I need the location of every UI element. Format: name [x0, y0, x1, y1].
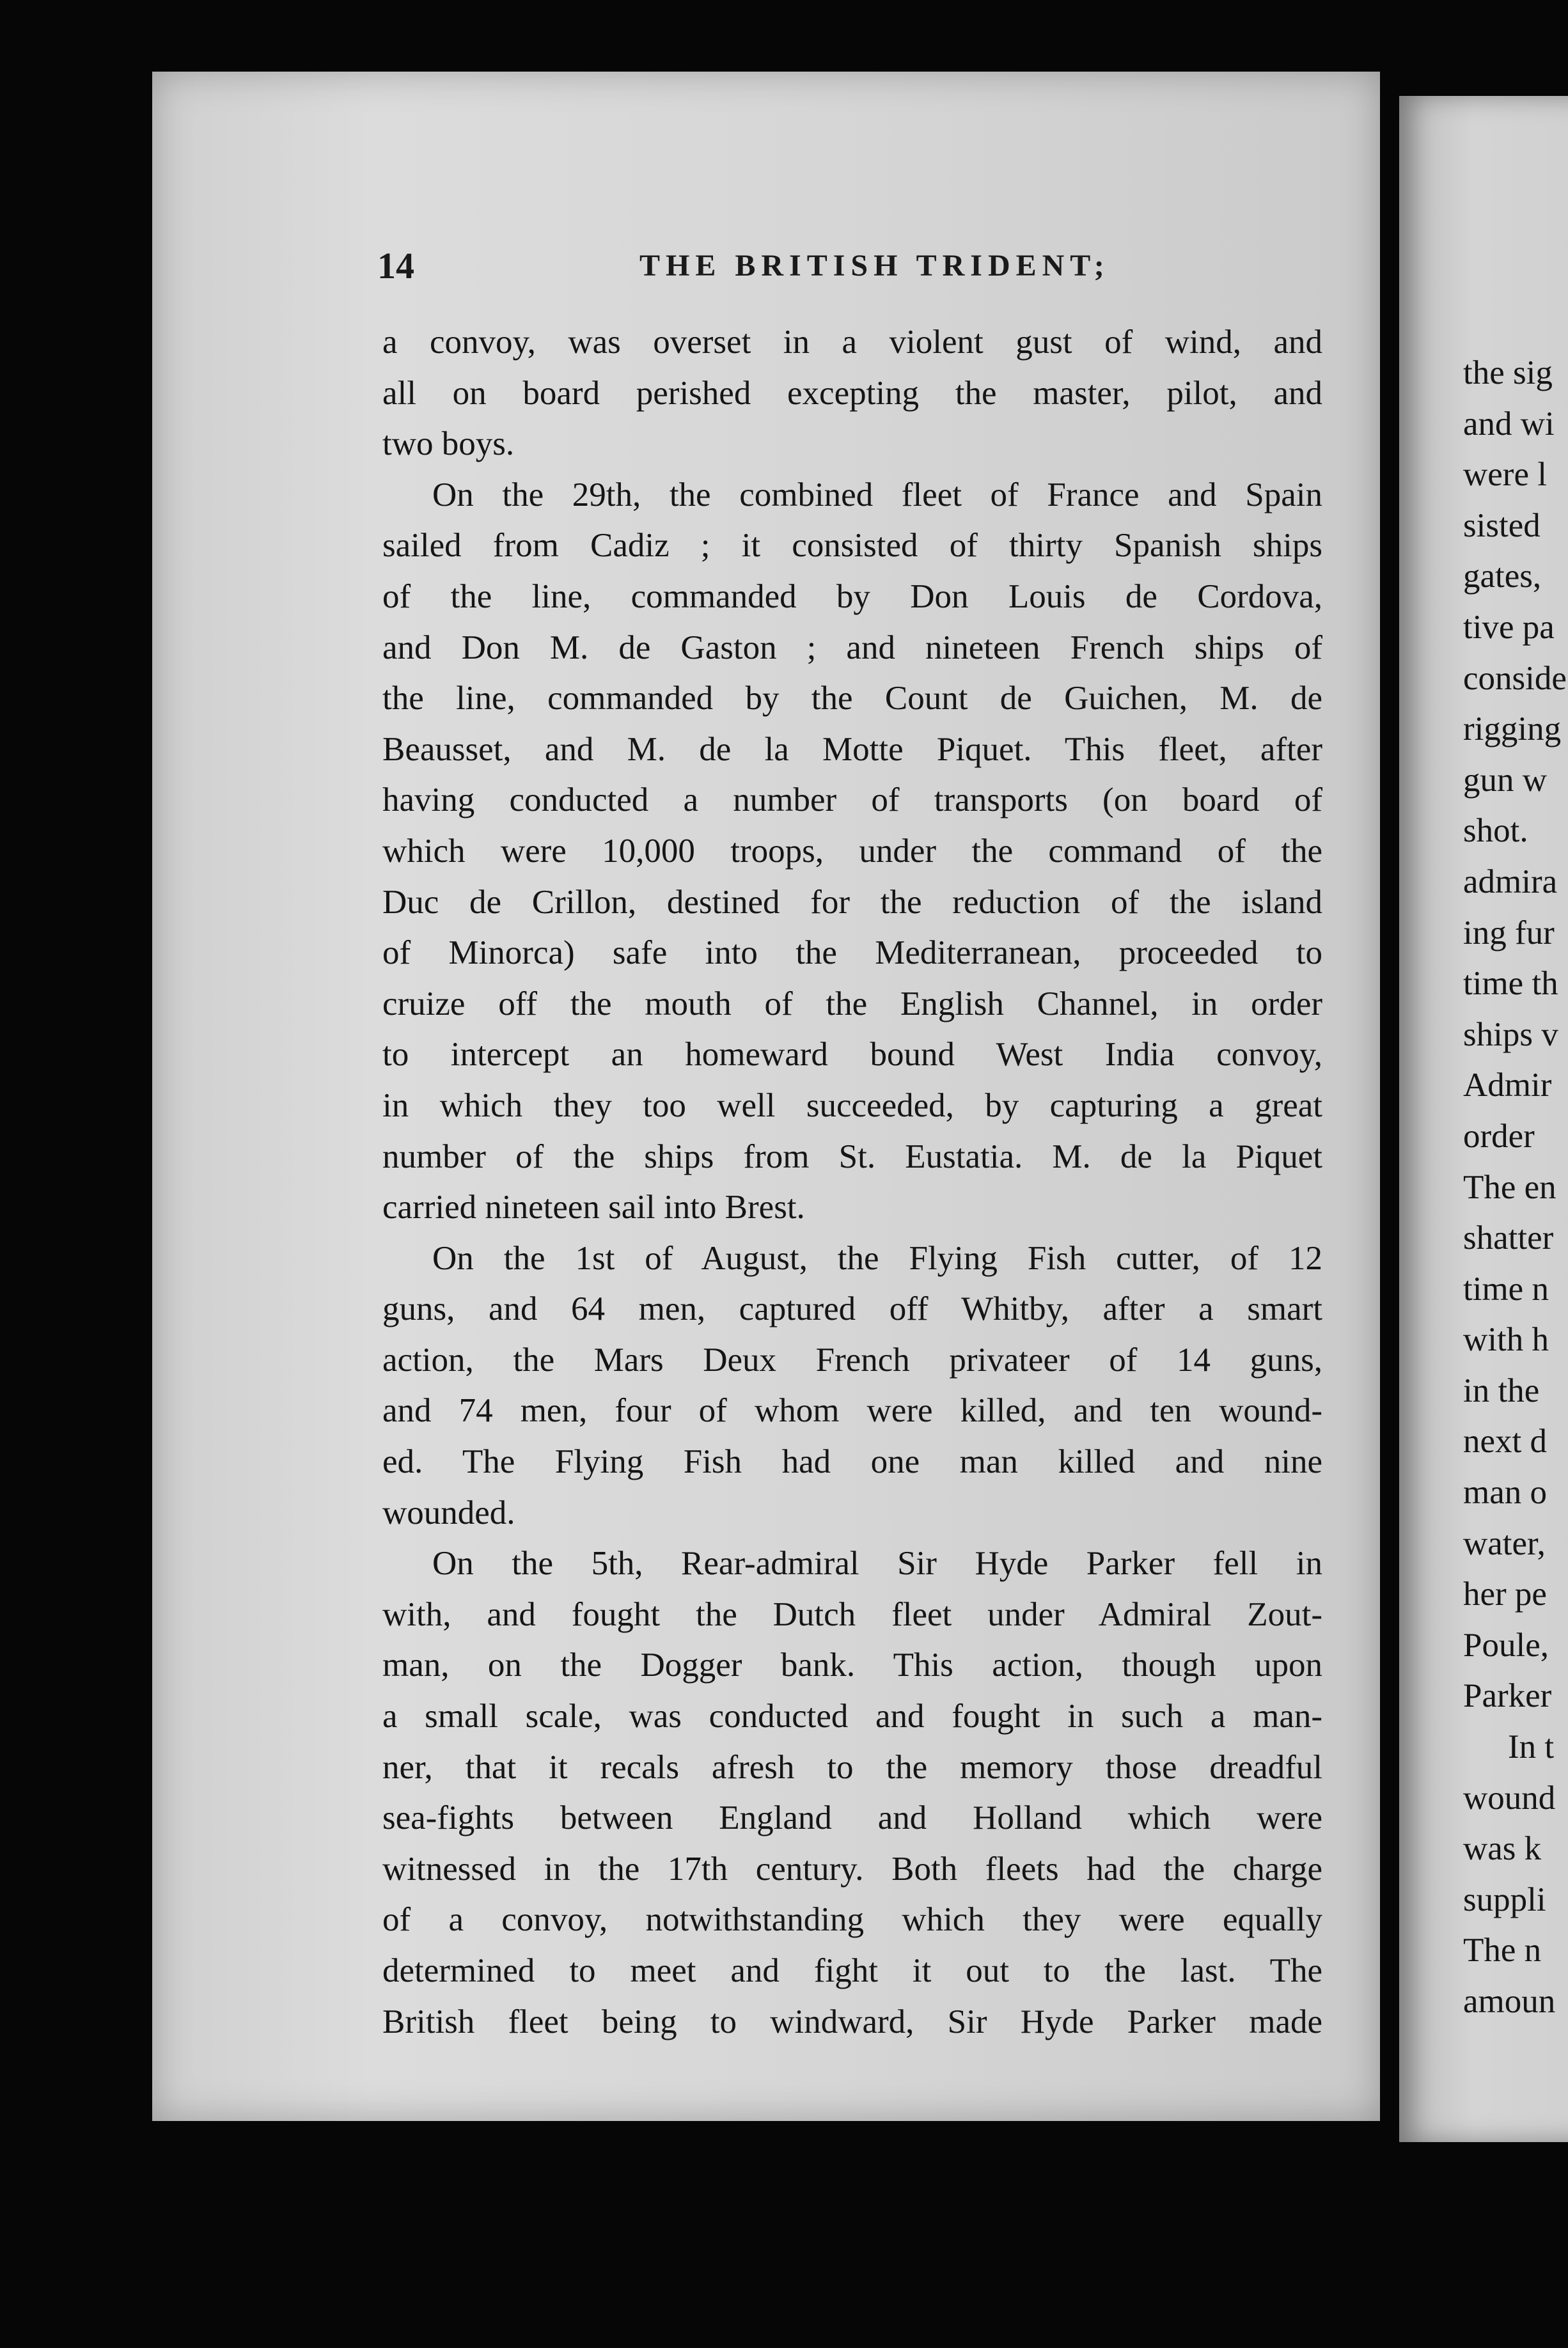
text-line: Duc de Crillon, destined for the reduction of the island	[382, 883, 1322, 921]
text-line: in which they too well succeeded, by capturing a great	[382, 1086, 1322, 1124]
facing-text-line: rigging	[1463, 710, 1562, 748]
text-line: cruize off the mouth of the English Channel, in order	[382, 985, 1322, 1022]
facing-text-line: time n	[1463, 1270, 1549, 1308]
text-line: British fleet being to windward, Sir Hyde Parker made	[382, 2003, 1322, 2040]
facing-text-line: her pe	[1463, 1576, 1547, 1613]
text-line: having conducted a number of transports (on board of	[382, 781, 1322, 819]
body-text	[382, 317, 1322, 2047]
text-line: the line, commanded by the Count de Guichen, M. de	[382, 680, 1322, 717]
text-line: On the 29th, the combined fleet of France and Spain	[432, 476, 1322, 513]
text-line: witnessed in the 17th century. Both fleets had the charge	[382, 1850, 1322, 1888]
page-number: 14	[377, 245, 414, 286]
facing-text-line: ships v	[1463, 1015, 1558, 1053]
facing-text-line: shot.	[1463, 812, 1528, 850]
text-line: to intercept an homeward bound West India convoy,	[382, 1036, 1322, 1074]
text-line: sea-fights between England and Holland which were	[382, 1799, 1322, 1837]
text-line: a small scale, was conducted and fought in such a man-	[382, 1698, 1322, 1735]
text-line: number of the ships from St. Eustatia. M. de la Piquet	[382, 1138, 1322, 1175]
facing-text-line: was k	[1463, 1830, 1542, 1868]
facing-text-line: Admir	[1463, 1067, 1552, 1104]
facing-text-line: wound	[1463, 1779, 1556, 1817]
text-line: ed. The Flying Fish had one man killed and nine	[382, 1443, 1322, 1481]
facing-text-line: next d	[1463, 1423, 1547, 1460]
facing-text-line: In t	[1508, 1728, 1555, 1766]
facing-text-line: man o	[1463, 1474, 1547, 1512]
facing-text-line: Poule,	[1463, 1626, 1549, 1664]
facing-text-line: order	[1463, 1117, 1535, 1155]
text-line: a convoy, was overset in a violent gust of wind, and	[382, 324, 1322, 361]
text-line: of a convoy, notwithstanding which they were equally	[382, 1901, 1322, 1939]
text-line: ner, that it recals afresh to the memory those dreadful	[382, 1748, 1322, 1786]
facing-text-line: time th	[1463, 965, 1558, 1003]
facing-text-line: admira	[1463, 863, 1558, 900]
text-line: and Don M. de Gaston ; and nineteen French ships of	[382, 629, 1322, 666]
text-line: and 74 men, four of whom were killed, and ten wound-	[382, 1392, 1322, 1430]
facing-text-line: were l	[1463, 456, 1547, 494]
facing-text-line: in the	[1463, 1372, 1540, 1409]
facing-text-line: the sig	[1463, 354, 1553, 391]
text-line: sailed from Cadiz ; it consisted of thirty Spanish ships	[382, 527, 1322, 565]
facing-text-line: conside	[1463, 659, 1567, 697]
text-line: two boys.	[382, 425, 515, 463]
text-line: of Minorca) safe into the Mediterranean, proceeded to	[382, 934, 1322, 972]
text-line: of the line, commanded by Don Louis de Cordova,	[382, 577, 1322, 615]
facing-text-line: tive pa	[1463, 608, 1555, 646]
text-line: action, the Mars Deux French privateer of 14 guns,	[382, 1341, 1322, 1379]
facing-text-line: Parker	[1463, 1677, 1552, 1715]
facing-text-line: with h	[1463, 1321, 1549, 1359]
text-line: all on board perished excepting the master, pilot, and	[382, 374, 1322, 412]
facing-text-line: amoun	[1463, 1983, 1556, 2020]
text-line: On the 1st of August, the Flying Fish cutter, of 12	[432, 1239, 1322, 1277]
text-line: which were 10,000 troops, under the command of the	[382, 832, 1322, 870]
facing-text-line: ing fur	[1463, 914, 1555, 951]
text-line: guns, and 64 men, captured off Whitby, after a smart	[382, 1290, 1322, 1328]
facing-text-line: The en	[1463, 1168, 1556, 1206]
facing-text-line: gun w	[1463, 761, 1548, 799]
facing-text-line: shatter	[1463, 1219, 1554, 1257]
text-line: On the 5th, Rear-admiral Sir Hyde Parker fell in	[432, 1545, 1322, 1583]
facing-page-text	[1463, 348, 1568, 2028]
facing-text-line: The n	[1463, 1932, 1542, 1969]
text-line: carried nineteen sail into Brest.	[382, 1189, 805, 1226]
text-line: wounded.	[382, 1494, 515, 1531]
facing-text-line: suppli	[1463, 1881, 1546, 1918]
text-line: man, on the Dogger bank. This action, though upon	[382, 1647, 1322, 1684]
text-line: determined to meet and fight it out to the last. The	[382, 1952, 1322, 1989]
text-line: Beausset, and M. de la Motte Piquet. This fleet, after	[382, 730, 1322, 768]
running-head: THE BRITISH TRIDENT;	[639, 249, 1110, 283]
facing-text-line: gates,	[1463, 558, 1542, 595]
facing-text-line: and wi	[1463, 405, 1555, 442]
facing-text-line: sisted	[1463, 506, 1541, 544]
facing-text-line: water,	[1463, 1524, 1546, 1562]
text-line: with, and fought the Dutch fleet under Admiral Zout-	[382, 1595, 1322, 1633]
